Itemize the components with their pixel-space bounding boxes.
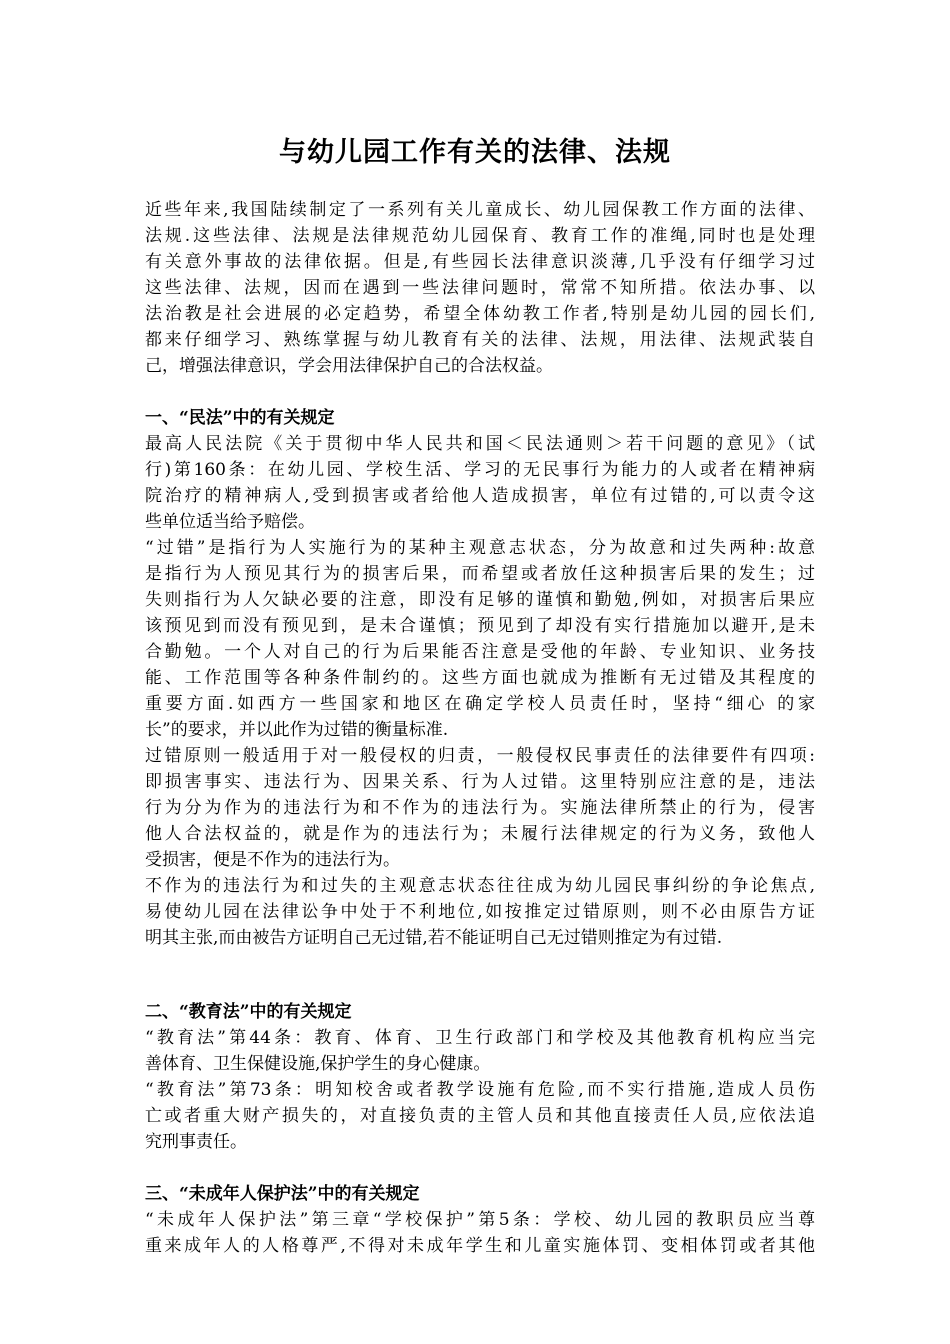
section-line: 能、工作范围等各种条件制约的。这些方面也就成为推断有无过错及其程度的 [145,668,815,688]
section-line: 行)第160条：在幼儿园、学校生活、学习的无民事行为能力的人或者在精神病 [145,460,815,480]
section-line: 最高人民法院《关于贯彻中华人民共和国＜民法通则＞若干问题的意见》（试 [145,434,815,454]
section-education-law [145,999,815,1155]
section-line: “教育法”第44条：教育、体育、卫生行政部门和学校及其他教育机构应当完 [145,1028,815,1048]
intro-line: 法治教是社会进展的必定趋势，希望全体幼教工作者,特别是幼儿园的园长们, [145,304,815,324]
section-line: 过错原则一般适用于对一般侵权的归责，一般侵权民事责任的法律要件有四项: [145,746,815,766]
section-line: 易使幼儿园在法律讼争中处于不利地位,如按推定过错原则，则不必由原告方证 [145,902,815,922]
section-line: 重要方面.如西方一些国家和地区在确定学校人员责任时，坚持“细心 的家 [145,694,815,714]
section-line: 善体育、卫生保健设施,保护学生的身心健康。 [145,1054,491,1074]
section-line: 些单位适当给予赔偿。 [145,512,315,532]
section-line: 合勤勉。一个人对自己的行为后果能否注意是受他的年龄、专业知识、业务技 [145,642,815,662]
intro-line: 己，增强法律意识，学会用法律保护自己的合法权益。 [145,356,553,376]
section-line: 不作为的违法行为和过失的主观意志状态往往成为幼儿园民事纠纷的争论焦点, [145,876,815,896]
intro-paragraph [145,197,815,379]
section-line: 究刑事责任。 [145,1132,247,1152]
section-line: 亡或者重大财产损失的，对直接负责的主管人员和其他直接责任人员,应依法追 [145,1106,815,1126]
intro-line: 这些法律、法规，因而在遇到一些法律问题时，常常不知所措。依法办事、以 [145,278,815,298]
section-civil-law [145,405,815,951]
intro-line: 近些年来,我国陆续制定了一系列有关儿童成长、幼儿园保教工作方面的法律、 [145,200,815,220]
document-title: 与幼儿园工作有关的法律、法规 [279,137,671,168]
section-line: 重来成年人的人格尊严,不得对未成年学生和儿童实施体罚、变相体罚或者其他 [145,1236,815,1256]
document-body [145,197,815,1259]
section-line: 该预见到而没有预见到，是未合谨慎；预见到了却没有实行措施加以避开,是未 [145,616,815,636]
section-line: 受损害，便是不作为的违法行为。 [145,850,400,870]
section-heading: 一、“民法”中的有关规定 [145,408,335,428]
section-line: “未成年人保护法”第三章“学校保护”第5条：学校、幼儿园的教职员应当尊 [145,1210,815,1230]
section-line: 行为分为作为的违法行为和不作为的违法行为。实施法律所禁止的行为，侵害 [145,798,815,818]
section-line: “过错”是指行为人实施行为的某种主观意志状态，分为故意和过失两种:故意 [145,538,815,558]
intro-line: 有关意外事故的法律依据。但是,有些园长法律意识淡薄,几乎没有仔细学习过 [145,252,815,272]
section-heading: 三、“未成年人保护法”中的有关规定 [145,1184,420,1204]
section-line: 他人合法权益的，就是作为的违法行为；未履行法律规定的行为义务，致他人 [145,824,815,844]
section-minor-protection-law [145,1181,815,1259]
section-line: 失则指行为人欠缺必要的注意，即没有足够的谨慎和勤勉,例如，对损害后果应 [145,590,815,610]
section-line: 明其主张,而由被告方证明自己无过错,若不能证明自己无过错则推定为有过错. [145,928,723,948]
section-line: 即损害事实、违法行为、因果关系、行为人过错。这里特别应注意的是，违法 [145,772,815,792]
intro-line: 法规.这些法律、法规是法律规范幼儿园保育、教育工作的准绳,同时也是处理 [145,226,815,246]
section-line: 院治疗的精神病人,受到损害或者给他人造成损害，单位有过错的,可以责令这 [145,486,815,506]
spacer [145,1155,815,1181]
section-line: “教育法”第73条：明知校舍或者教学设施有危险,而不实行措施,造成人员伤 [145,1080,815,1100]
section-heading: 二、“教育法”中的有关规定 [145,1002,352,1022]
section-line: 是指行为人预见其行为的损害后果，而希望或者放任这种损害后果的发生；过 [145,564,815,584]
spacer [145,379,815,405]
intro-line: 都来仔细学习、熟练掌握与幼儿教育有关的法律、法规，用法律、法规武装自 [145,330,815,350]
section-line: 长”的要求，并以此作为过错的衡量标准. [145,720,449,740]
spacer [145,951,815,999]
